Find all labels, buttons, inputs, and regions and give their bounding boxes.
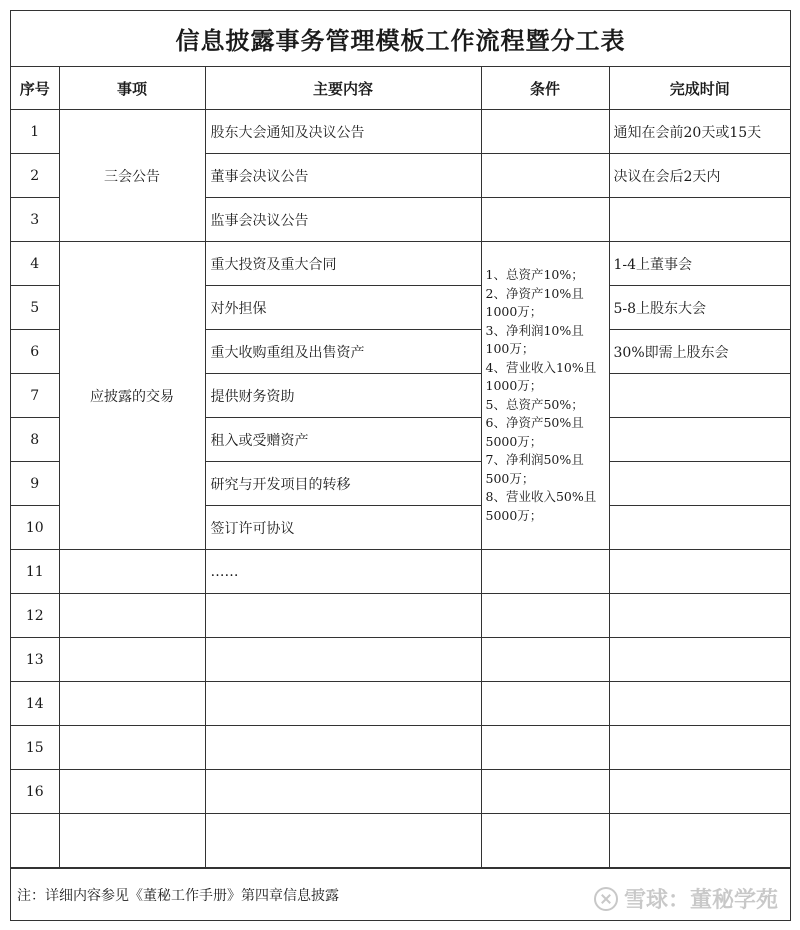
row-number (11, 814, 59, 868)
row-time (609, 682, 790, 726)
row-time: 通知在会前20天或15天 (609, 110, 790, 154)
row-content: 对外担保 (205, 286, 481, 330)
condition-line: 7、净利润50%且500万； (485, 452, 584, 486)
row-condition (481, 550, 609, 594)
row-number: 1 (11, 110, 59, 154)
watermark-text: 雪球：董秘学苑 (623, 888, 778, 913)
page-title: 信息披露事务管理模板工作流程暨分工表 (11, 11, 790, 67)
row-number: 3 (11, 198, 59, 242)
row-number: 11 (11, 550, 59, 594)
row-time (609, 462, 790, 506)
row-number: 16 (11, 770, 59, 814)
row-item (59, 726, 205, 770)
header-time: 完成时间 (609, 67, 790, 110)
table-row (11, 638, 790, 682)
disclosure-sheet (10, 10, 791, 921)
row-number: 12 (11, 594, 59, 638)
row-number: 6 (11, 330, 59, 374)
row-number: 8 (11, 418, 59, 462)
header-no: 序号 (11, 67, 59, 110)
row-time (609, 374, 790, 418)
row-time (609, 638, 790, 682)
condition-line: 5、总资产50%； (485, 396, 584, 412)
row-condition (481, 198, 609, 242)
header-item: 事项 (59, 67, 205, 110)
row-number: 13 (11, 638, 59, 682)
row-item (59, 682, 205, 726)
footnote-text: 注：详细内容参见《董秘工作手册》第四章信息披露 (17, 887, 339, 904)
condition-line: 6、净资产50%且5000万； (485, 415, 584, 449)
row-number: 7 (11, 374, 59, 418)
row-item (59, 814, 205, 868)
condition-line: 3、净利润10%且100万； (485, 322, 584, 356)
table-header-row (11, 67, 790, 110)
row-time (609, 726, 790, 770)
row-condition (481, 770, 609, 814)
table-row (11, 550, 790, 594)
row-number: 15 (11, 726, 59, 770)
row-item (59, 550, 205, 594)
row-number: 2 (11, 154, 59, 198)
row-time: 5-8上股东大会 (609, 286, 790, 330)
row-item (59, 594, 205, 638)
row-time: 决议在会后2天内 (609, 154, 790, 198)
row-content: 提供财务资助 (205, 374, 481, 418)
row-condition (481, 594, 609, 638)
row-time (609, 506, 790, 550)
row-condition (481, 110, 609, 154)
row-number: 4 (11, 242, 59, 286)
row-time: 30%即需上股东会 (609, 330, 790, 374)
row-item (59, 638, 205, 682)
condition-line: 1、总资产10%； (485, 267, 584, 282)
group-jiaoyi: 应披露的交易 (59, 242, 205, 550)
row-time (609, 594, 790, 638)
row-content (205, 770, 481, 814)
row-content: 监事会决议公告 (205, 198, 481, 242)
table-row (11, 814, 790, 868)
row-condition (481, 814, 609, 868)
row-content (205, 682, 481, 726)
row-number: 10 (11, 506, 59, 550)
row-time (609, 770, 790, 814)
row-content (205, 638, 481, 682)
condition-line: 2、净资产10%且1000万； (485, 285, 584, 319)
row-content: 重大收购重组及出售资产 (205, 330, 481, 374)
workflow-table (11, 67, 790, 868)
row-time (609, 550, 790, 594)
table-row (11, 682, 790, 726)
row-time (609, 418, 790, 462)
condition-line: 4、营业收入10%且1000万； (485, 359, 597, 393)
row-content: 董事会决议公告 (205, 154, 481, 198)
row-item (59, 770, 205, 814)
row-time: 1-4上董事会 (609, 242, 790, 286)
watermark (594, 883, 778, 914)
table-row (11, 726, 790, 770)
table-row (11, 594, 790, 638)
row-number: 5 (11, 286, 59, 330)
conditions-cell (481, 242, 609, 550)
snowball-logo-icon (594, 887, 618, 911)
row-condition (481, 682, 609, 726)
table-row (11, 770, 790, 814)
header-content: 主要内容 (205, 67, 481, 110)
condition-line: 8、营业收入50%且5000万； (485, 489, 597, 523)
row-condition (481, 726, 609, 770)
table-row (11, 110, 790, 154)
row-time (609, 814, 790, 868)
row-content: …… (205, 550, 481, 594)
row-content: 研究与开发项目的转移 (205, 462, 481, 506)
row-content: 签订许可协议 (205, 506, 481, 550)
row-number: 9 (11, 462, 59, 506)
table-row (11, 242, 790, 286)
row-content (205, 594, 481, 638)
row-condition (481, 638, 609, 682)
row-content (205, 726, 481, 770)
header-condition: 条件 (481, 67, 609, 110)
row-content: 重大投资及重大合同 (205, 242, 481, 286)
row-number: 14 (11, 682, 59, 726)
group-sanhui: 三会公告 (59, 110, 205, 242)
row-content: 租入或受赠资产 (205, 418, 481, 462)
row-time (609, 198, 790, 242)
row-content: 股东大会通知及决议公告 (205, 110, 481, 154)
row-condition (481, 154, 609, 198)
row-content (205, 814, 481, 868)
